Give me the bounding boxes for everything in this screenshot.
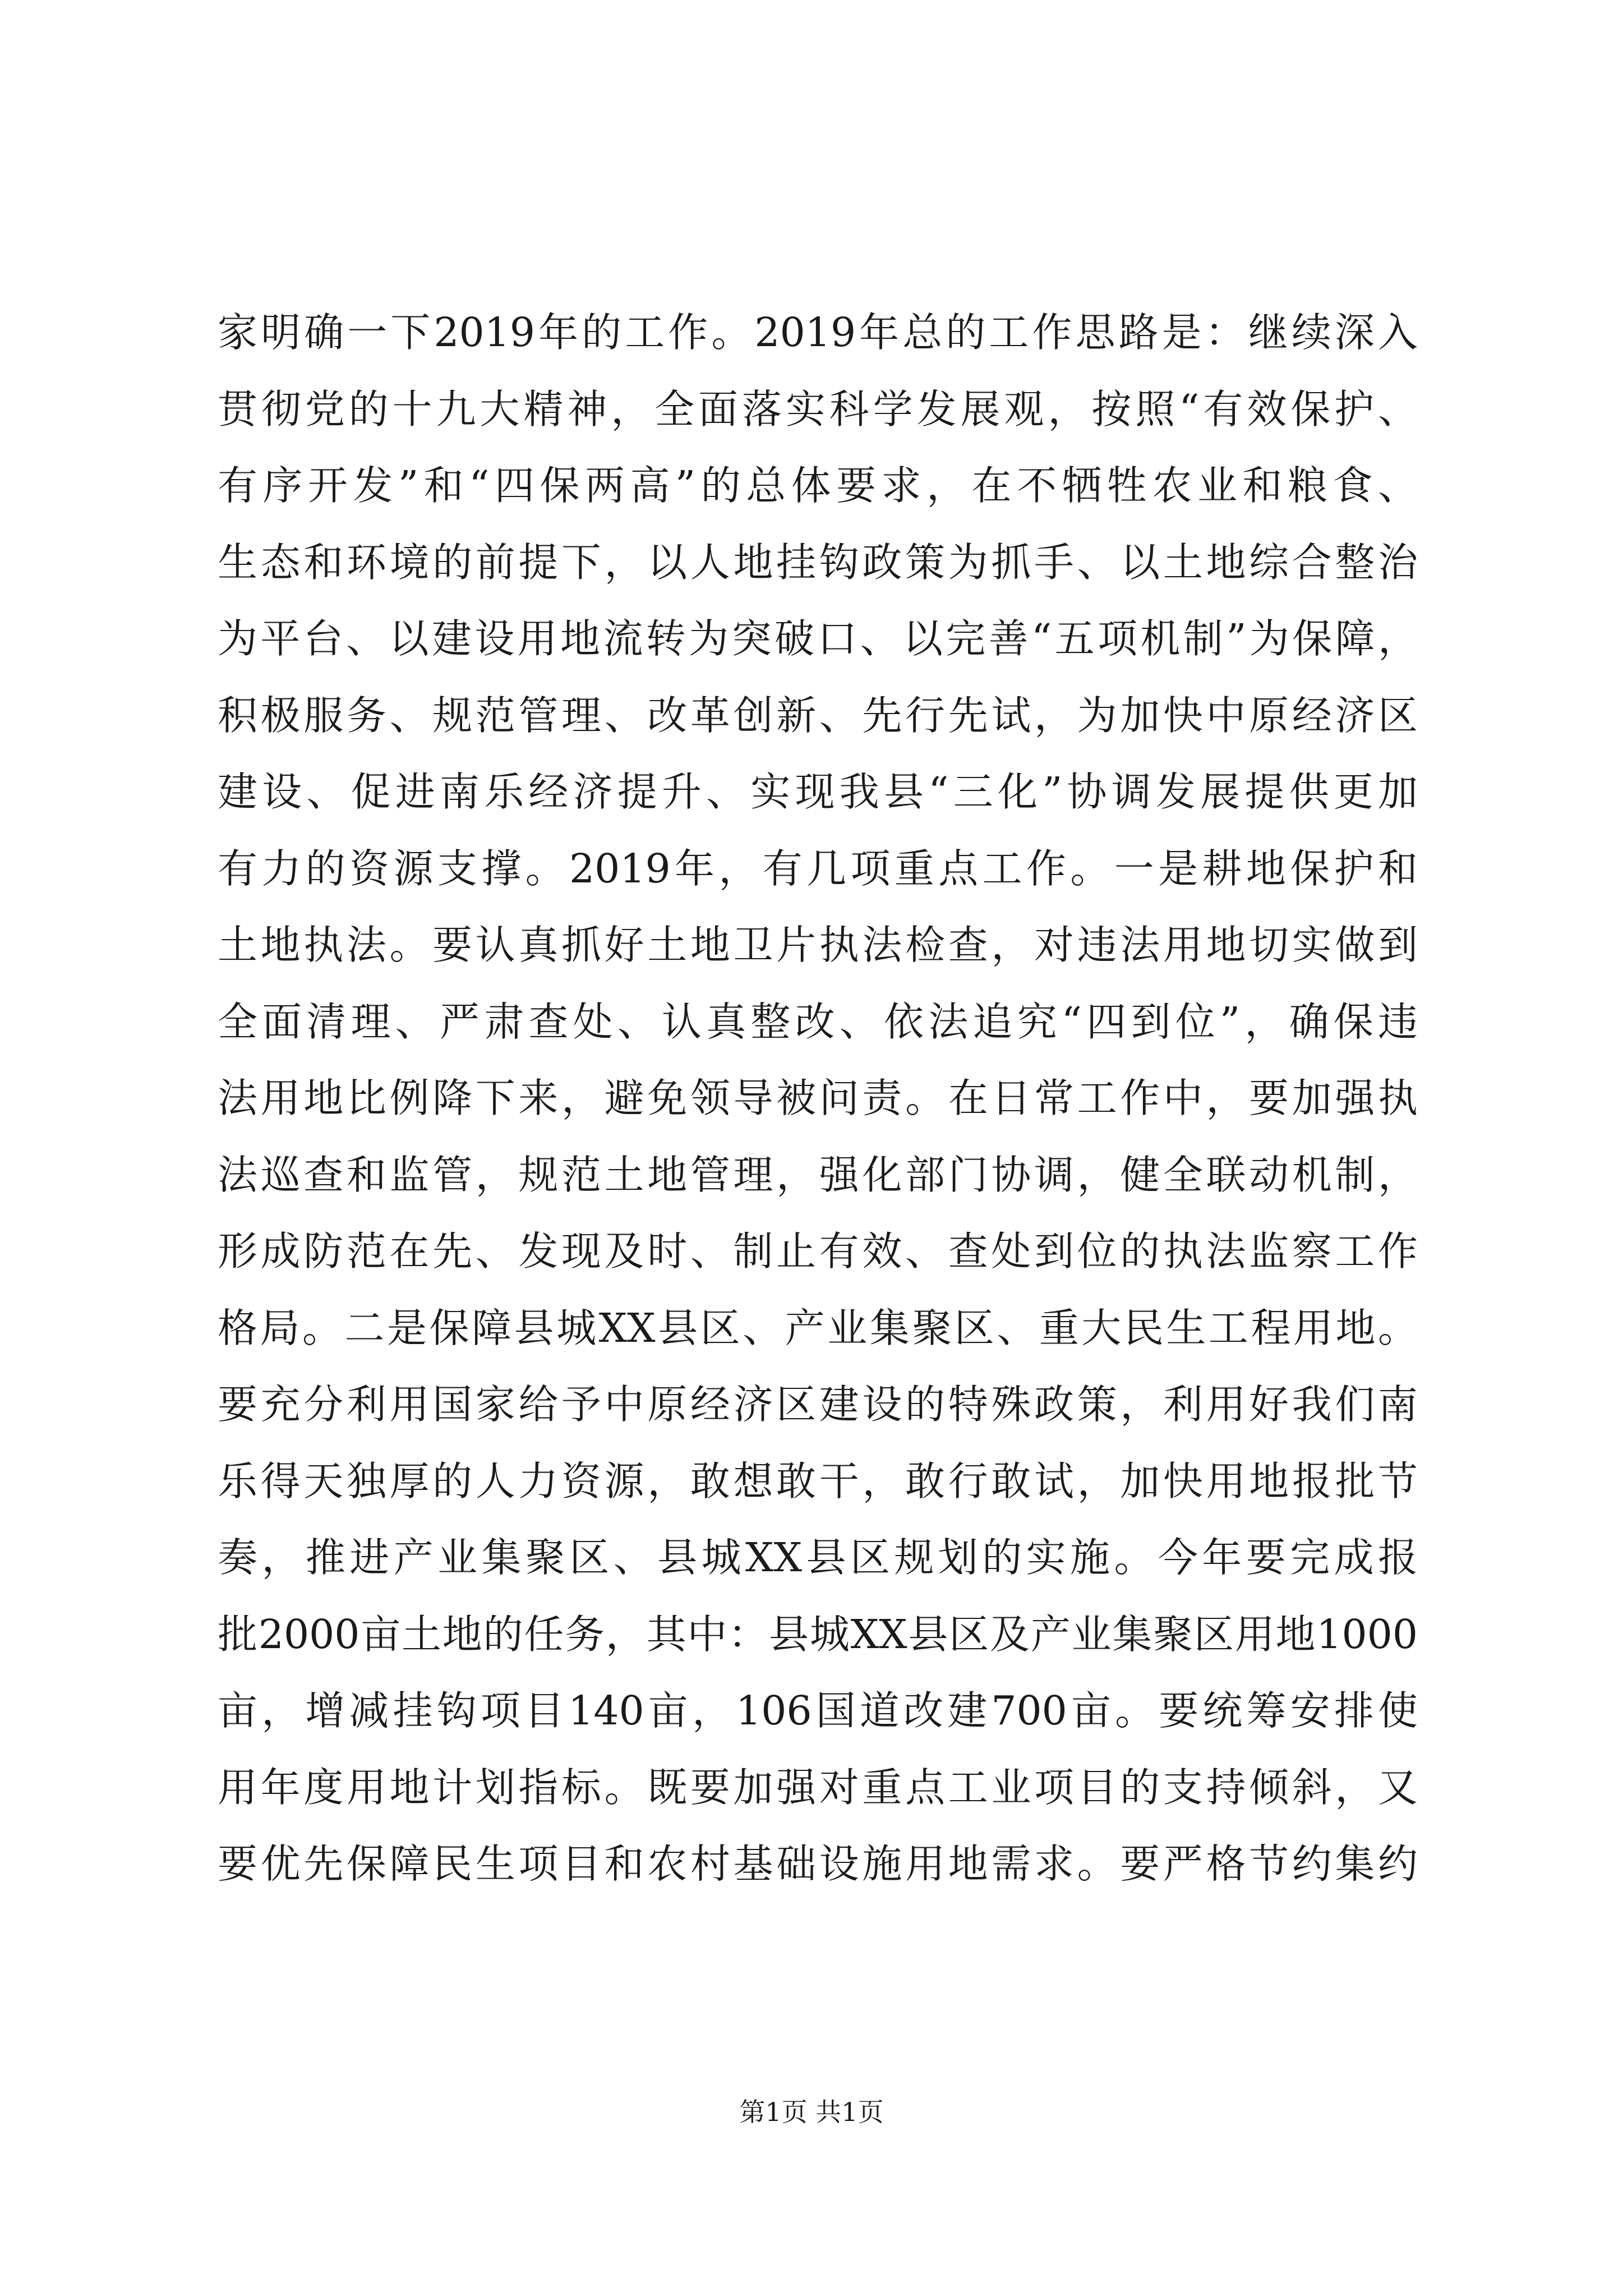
page-footer bbox=[0, 2095, 1623, 2129]
text-line: 贯彻党的十九大精神，全面落实科学发展观，按照“有效保护、 bbox=[218, 385, 1418, 432]
text-line: 要充分利用国家给予中原经济区建设的特殊政策，利用好我们南 bbox=[218, 1381, 1418, 1428]
text-line: 建设、促进南乐经济提升、实现我县“三化”协调发展提供更加 bbox=[218, 769, 1418, 815]
text-line: 法巡查和监管，规范土地管理，强化部门协调，健全联动机制， bbox=[218, 1151, 1418, 1198]
text-line: 形成防范在先、发现及时、制止有效、查处到位的执法监察工作 bbox=[218, 1228, 1418, 1274]
text-line: 要优先保障民生项目和农村基础设施用地需求。要严格节约集约 bbox=[218, 1841, 1418, 1887]
text-line: 生态和环境的前提下，以人地挂钩政策为抓手、以土地综合整治 bbox=[218, 539, 1418, 586]
text-line: 有力的资源支撑。2019年，有几项重点工作。一是耕地保护和 bbox=[218, 845, 1418, 892]
text-line: 积极服务、规范管理、改革创新、先行先试，为加快中原经济区 bbox=[218, 692, 1418, 739]
text-line: 批2000亩土地的任务，其中：县城XX县区及产业集聚区用地1000 bbox=[218, 1611, 1418, 1658]
text-line: 奏，推进产业集聚区、县城XX县区规划的实施。今年要完成报 bbox=[218, 1534, 1418, 1581]
text-line: 用年度用地计划指标。既要加强对重点工业项目的支持倾斜，又 bbox=[218, 1764, 1418, 1811]
text-line: 法用地比例降下来，避免领导被问责。在日常工作中，要加强执 bbox=[218, 1075, 1418, 1121]
text-line: 为平台、以建设用地流转为突破口、以完善“五项机制”为保障， bbox=[218, 615, 1418, 662]
text-line: 有序开发”和“四保两高”的总体要求，在不牺牲农业和粮食、 bbox=[218, 462, 1418, 509]
text-line: 乐得天独厚的人力资源，敢想敢干，敢行敢试，加快用地报批节 bbox=[218, 1457, 1418, 1504]
page-number-label: 第1页 共1页 bbox=[739, 2097, 884, 2127]
text-line: 土地执法。要认真抓好土地卫片执法检查，对违法用地切实做到 bbox=[218, 922, 1418, 968]
text-line: 全面清理、严肃查处、认真整改、依法追究“四到位”，确保违 bbox=[218, 998, 1418, 1045]
text-line: 格局。二是保障县城XX县区、产业集聚区、重大民生工程用地。 bbox=[218, 1304, 1418, 1351]
body-text bbox=[218, 295, 1418, 1903]
text-line: 家明确一下2019年的工作。2019年总的工作思路是：继续深入 bbox=[218, 309, 1418, 356]
text-line: 亩，增减挂钩项目140亩，106国道改建700亩。要统筹安排使 bbox=[218, 1687, 1418, 1734]
